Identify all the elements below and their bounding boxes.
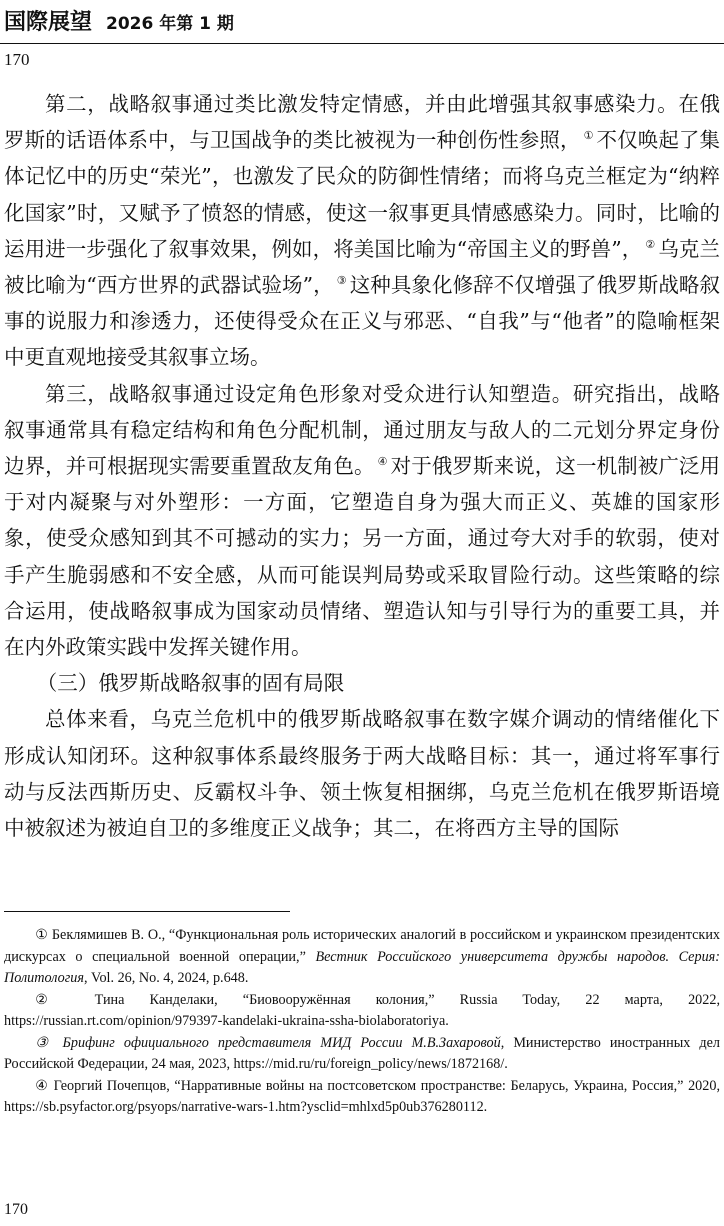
running-header [4,6,720,36]
footnote-4: ④ Георгий Почепцов, “Нарративные войны на постсоветском пространстве: Беларусь, Украина, Россия,” 2020, https://sb.psyfactor.org/psyops/narrative-wars-1.htm?ysclid=mhlxd5p0ub376280112. [4,1077,720,1115]
issue-label: 2026 年第 1 期 [106,14,234,34]
section-subheading: （三）俄罗斯战略叙事的固有局限 [36,671,345,696]
text-run: 第二，战略叙事通过类比激发特定情感，并由此增强其叙事感染力。在俄罗斯的话语体系中，与卫国战争的类比被视为一种创伤性参照， [4,92,720,153]
footnote-text: , Vol. 26, No. 4, 2024, p.648. [83,970,249,986]
footnote-marker-3[interactable]: ③ [336,274,347,288]
paragraph-roles [4,376,720,666]
text-run: 第三，战略叙事通过设定角色形象对受众进行认知塑造。研究指出，战略叙事通常具有稳定结构和角色分配机制，通过朋友与敌人的二元划分界定身份边界，并可根据现实需要重置敌友角色。 [4,381,720,479]
footnote-source-title: ③ Брифинг официального представителя МИД России М.В.Захаровой [35,1034,501,1051]
page-number-top: 170 [4,50,30,69]
body-text [4,86,720,846]
footnote-marker-1[interactable]: ① [583,129,594,143]
footnote-3 [4,1033,720,1076]
page-number-bottom: 170 [4,1201,28,1218]
paragraph-summary: 总体来看，乌克兰危机中的俄罗斯战略叙事在数字媒介调动的情绪催化下形成认知闭环。这种叙事体系最终服务于两大战略目标：其一，通过将军事行动与反法西斯历史、反霸权斗争、领土恢复相捆绑，乌克兰危机在俄罗斯语境中被叙述为被迫自卫的多维度正义战争；其二，在将西方主导的国际 [4,707,720,841]
text-run: 对于俄罗斯来说，这一机制被广泛用于对内凝聚与对外塑形：一方面，它塑造自身为强大而正义、英雄的国家形象，使受众感知到其不可撼动的实力；另一方面，通过夸大对手的软弱，使对手产生脆弱感和不安全感，从而可能误判局势或采取冒险行动。这些策略的综合运用，使战略叙事成为国家动员情绪、塑造认知与引导行为的重要工具，并在内外政策实践中发挥关键作用。 [4,454,721,660]
footnotes [4,925,720,1119]
paragraph-analogy [4,86,720,376]
text-run: 乌克兰被比喻为“西方世界的武器试验场”， [4,236,720,298]
footnote-text: ① Беклямишев В. О., “Функциональная роль исторических аналогий в российском и украинском президентских дискурсах о специальной военной операции,” [4,927,720,965]
footnote-journal-title: Вестник Российского университета дружбы народов. Серия: Политология [4,948,720,986]
text-run: 这种具象化修辞不仅增强了俄罗斯战略叙事的说服力和渗透力，还使得受众在正义与邪恶、“自我”与“他者”的隐喻框架中更直观地接受其叙事立场。 [4,273,720,370]
footnote-marker-4[interactable]: ④ [377,455,388,469]
header-rule [0,43,724,44]
journal-title: 国際展望 [4,9,93,35]
footnote-2: ② Тина Канделаки, “Биовооружённая колония,” Russia Today, 22 марта, 2022, https://russian.rt.com/opinion/979397-kandelaki-ukraina-ssha-biolaboratoriya. [4,991,720,1029]
footnote-1 [4,925,720,990]
footnote-marker-2[interactable]: ② [645,237,656,251]
text-run: 不仅唤起了集体记忆中的历史“荣光”，也激发了民众的防御性情绪；而将乌克兰框定为“纳粹化国家”时，又赋予了愤怒的情感，使这一叙事更具情感感染力。同时，比喻的运用进一步强化了叙事效果，例如，将美国比喻为“帝国主义的野兽”， [4,128,721,261]
footnote-rule [4,911,290,912]
footnote-text: , Министерство иностранных дел Российской Федерации, 24 мая, 2023, https://mid.ru/ru/foreign_policy/news/1872168/. [4,1034,720,1072]
